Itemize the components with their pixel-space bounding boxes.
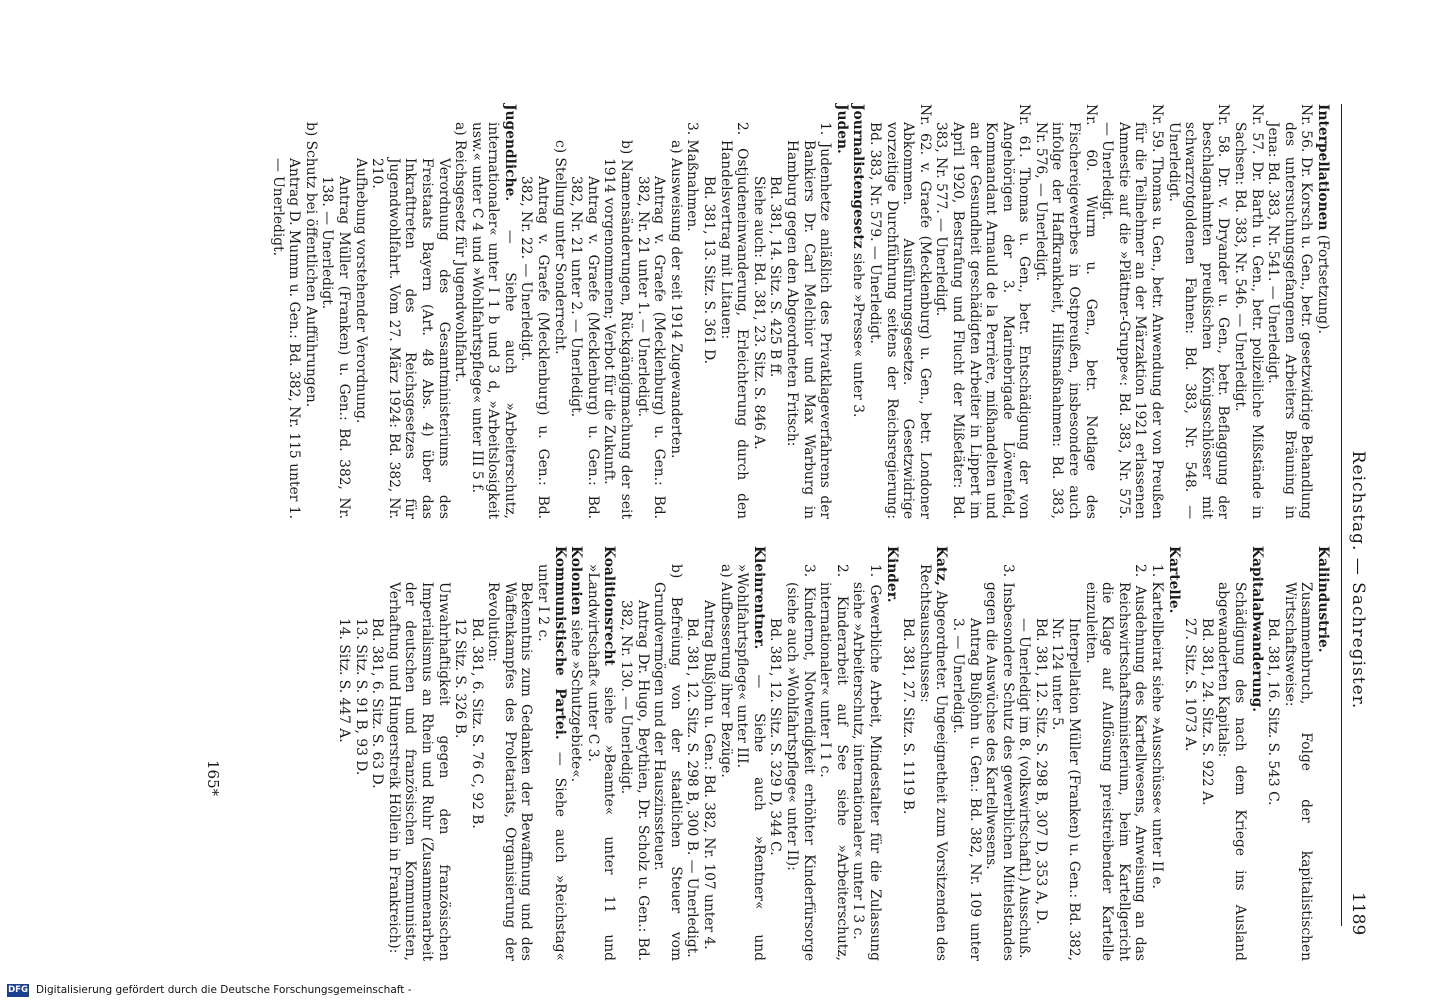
entry-text: Bekenntnis zum Gedanken der Bewaffnung und des Waffenkampfes des Proletariats, Organisierung der Revolution: [485,582,535,961]
register-entry [1215,582,1248,961]
register-entry [700,176,717,519]
register-entry [866,104,933,519]
entry-keyword: Kolonien [568,546,585,616]
register-entry [1265,618,1282,961]
register-entry [700,600,717,961]
register-entry [518,176,551,519]
register-entry [1281,582,1314,961]
register-entry [717,564,734,961]
entry-text: Siehe auch: Bd. 381, 23. Sitz. S. 846 A. [750,176,767,450]
register-entry [1182,618,1199,961]
entry-text: 1. Kartellbeirat siehe »Ausschüsse« unter II e. [1149,564,1166,889]
register-entry-heading [1165,546,1182,961]
entry-text: a) Reichsgesetz für Jugendwohlfahrt. [452,122,469,383]
entry-text: 3. Maßnahmen. [684,122,701,232]
entry-text: Bd. 381, 14. Sitz. S. 425 B ff. [767,176,784,378]
register-entry [601,140,635,519]
entry-text: Nr. 56. Dr. Korsch u. Gen., betr. gesetzwidrige Behandlung des untersuchungsgefangenen Arbeiters Bräuning in Jena: Bd. 383, Nr. 541. — Unerledigt. [1265,104,1315,519]
register-entry [551,140,568,519]
register-entry [1082,564,1149,961]
register-entry [750,176,767,519]
entry-keyword: Kinder. [883,546,900,603]
register-entry [369,158,452,519]
register-entry [369,618,386,961]
entry-text: Bd. 381, 16. Sitz. S. 543 C. [1265,618,1282,806]
running-head-title: Reichstag. — Sachregister. [1348,450,1368,710]
register-entry [949,618,982,961]
footer-page-mark: 165* [204,760,222,797]
register-entry [850,564,883,961]
register-entry [1165,104,1232,519]
entry-text: Nr. 62. v. Graefe (Mecklenburg) u. Gen., betr. Londoner Abkommen. Ausführungsgesetze. Gesetzwidrige vorzeitige Durchführung seitens der Reichsregierung: Bd. 383, Nr. 579. — Unerledigt. [866,104,933,519]
register-entry-heading [1314,546,1331,961]
entry-text: 2. Ausdehnung des Kartellwesens, Anweisung an das Reichswirtschaftsministerium, beim Kartellgericht die Klage auf Auflösung preistreibender Kartelle einzuleiten. [1082,564,1149,961]
entry-keyword: Kommunistische Partei. [551,546,568,740]
register-entry [468,618,485,961]
register-entry [1198,618,1215,961]
digitization-credit: Digitalisierung gefördert durch die Deutsche Forschungsgemeinschaft - [36,984,412,996]
entry-text: b) Befreiung von der staatlichen Steuer vom Grundvermögen und der Hauszinssteuer. [651,564,684,961]
entry-text: 13. Sitz. S. 91 B, 93 D. [352,618,369,776]
entry-keyword: Kaliindustrie. [1315,546,1331,653]
entry-text: Nr. 61. Thomas u. Gen., betr. Entschädigung der von Angehörigen der 3. Marinebrigade Löwenfeld, Kommandant Arnauld de la Perrière, mißhandelten und an der Gesundheit geschädigten Arbeiter in Lippert im April 1920, Bestrafung und Flucht der Mißetäter: Bd. 383, Nr. 577. — Unerledigt. [933,104,1033,519]
entry-text: 3. Insbesondere Schutz des gewerblichen Mittelstandes gegen die Auswüchse des Kartellwesens. [983,564,1016,961]
entry-text: Unwahrhaftigkeit gegen den französischen Imperialismus an Rhein und Ruhr (Zusammenarbeit der deutschen und französischen Kommunisten, Verhaftung und Hungerstreik Höllein in Frankreich): [385,582,452,961]
entry-keyword: Juden. [833,104,850,154]
register-entry [817,564,850,961]
entry-keyword: Kapitalabwanderung. [1248,546,1265,713]
entry-text: Antrag v. Graefe (Mecklenburg) u. Gen.: Bd. 382, Nr. 22. — Unerledigt. [518,176,552,519]
entry-text: Schädigung des nach dem Kriege ins Ausland abgewanderten Kapitals: [1215,582,1249,961]
entry-text: b) Namensänderungen, Rückgängigmachung der seit 1914 vorgenommenen; Verbot für die Zukunft. [601,140,635,519]
entry-text: siehe »Beamte« unter 11 und »Landwirtschaft« unter C 3. [584,564,618,961]
register-entry [452,618,469,961]
entry-text: Antrag Dr. Hugo, Beythien, Dr. Scholz u. Gen.: Bd. 382, Nr. 130. — Unerledigt. [618,600,651,961]
entry-text: Aufhebung vorstehender Verordnung. [352,158,369,424]
entry-text: Antrag Müller (Franken) u. Gen.: Bd. 382, Nr. 138. — Unerledigt. [319,176,352,519]
register-entry-heading [535,546,568,961]
register-entry [452,122,469,519]
register-entry [933,104,1033,519]
register-entry [651,564,684,961]
entry-text: Antrag Bußjohn u. Gen.: Bd. 382, Nr. 109 unter 3. — Unerledigt. [949,618,983,961]
entry-text: Verordnung des Gesamtministeriums des Freistaats Bayern (Art. 48 Abs. 4) über das Inkrafttreten des Reichsgesetzes für Jugendwohlfahrt. Vom 27. März 1924: Bd. 382, Nr. 210. [369,158,452,519]
entry-keyword: Koalitionsrecht [601,546,618,666]
register-entry [269,158,302,519]
entry-text: 2. Kinderarbeit auf See siehe »Arbeiterschutz, internationaler« unter I 1 c. [817,564,850,961]
register-entry [983,564,1016,961]
entry-text: 12 Sitz. S. 326 B. [452,618,469,739]
register-entry [1016,618,1033,961]
register-entry [319,176,352,519]
entry-text: Bd. 381, 24. Sitz. S. 922 A. [1198,618,1215,806]
entry-text: Antrag D. Mumm u. Gen.: Bd. 382, Nr. 115 unter 1. — Unerledigt. [269,158,303,519]
entry-keyword: Jugendliche. [501,104,518,202]
entry-text: Nr. 57. Dr. Barth u. Gen., betr. polizeiliche Mißstände in Sachsen: Bd. 383, Nr. 546. — Unerledigt. [1232,104,1265,519]
header-rule [1341,104,1342,926]
register-entry [1265,104,1315,519]
register-entry [783,564,817,961]
register-entry-heading [568,546,585,961]
register-entry [385,582,451,961]
register-entry [783,122,834,519]
entry-text: Bd. 381, 6. Sitz. S. 76 C, 92 B. [468,618,485,829]
entry-text: 1. Judenhetze anläßlich des Privatklageverfahrens der Bankiers Dr. Carl Melchior und Max Warburg in Hamburg gegen den Abgeordneten Fritsch: [784,122,834,519]
entry-text: a) Aufbesserung ihrer Bezüge. [717,564,734,778]
register-entry-heading [1314,104,1331,519]
entry-text: — Siehe auch »Reichstag« unter I 2 c. [535,564,568,961]
entry-text: 14. Sitz. S. 447 A. [335,618,352,743]
entry-text: — Siehe auch »Arbeiterschutz, internationaler« unter I 1 b und 3 d, »Arbeitslosigkeit usw.« unter C 4 und »Wohlfahrtspflege« unter III 5 f. [468,122,518,519]
register-entry [352,158,369,519]
entry-text: Zusammenbruch, Folge der kapitalistischen Wirtschaftsweise: [1281,582,1315,961]
register-entry [617,600,650,961]
page-number: 1189 [1348,892,1368,936]
entry-text: Bd. 381, 12. Sitz. S. 298 B, 307 D, 353 A, D. [1032,618,1049,925]
register-entry-heading [883,546,900,961]
entry-text: 3. Kindernot, Notwendigkeit erhöhter Kinderfürsorge (siehe auch »Wohlfahrtspflege« unter II): [784,564,817,961]
entry-text: — Siehe auch »Rentner« und »Wohlfahrtspflege« unter III. [734,564,767,961]
register-entry [684,618,701,961]
entry-keyword: Kartelle. [1165,546,1182,614]
register-entry [352,618,369,961]
entry-text: 2. Ostjudeneinwanderung, Erleichterung durch den Handelsvertrag mit Litauen: [717,122,751,519]
register-entry [1049,618,1082,961]
entry-text: siehe »Schutzgebiete«. [568,615,585,783]
register-entry [485,582,535,961]
entry-text: Bd. 381, 12. Sitz. S. 298 B, 300 B. — Unerledigt. [684,618,701,958]
entry-text: Antrag v. Graefe (Mecklenburg) u. Gen.: Bd. 382, Nr. 21 unter 1. — Unerledigt. [634,176,668,519]
register-entry [1032,618,1049,961]
register-entry [1148,564,1166,961]
register-entry [667,140,684,519]
entry-text: b) Schutz bei öffentlichen Aufführungen. [302,122,319,408]
entry-text: a) Ausweisung der seit 1914 Zugewanderten. [667,140,684,459]
register-entry [1099,104,1166,519]
register-entry [1032,104,1099,519]
register-entry [634,176,667,519]
entry-text: siehe »Presse« unter 3. [850,248,867,418]
entry-text: Abgeordneter. Ungeeignetheit zum Vorsitzenden des Rechtsausschusses: [916,564,950,961]
entry-keyword: Interpellationen [1315,104,1331,231]
entry-text: (Fortsetzung). [1315,230,1331,334]
entry-text: Interpellation Müller (Franken) u. Gen.: Bd. 382, Nr. 124 unter 5. [1049,618,1083,961]
register-entry-heading [1248,546,1265,961]
entry-text: 1. Gewerbliche Arbeit, Mindestalter für die Zulassung siehe »Arbeiterschutz, internationaler« unter I 3 c. [850,564,883,961]
entry-text: Nr. 59. Thomas u. Gen., betr. Anwendung der von Preußen für die Teilnehmer an der Märzaktion 1921 erlassenen Amnestie auf die »Plättner-Gruppe«: Bd. 383, Nr. 575. — Unerledigt. [1099,104,1166,519]
entry-text: Antrag Bußjohn u. Gen.: Bd. 382, Nr. 107 unter 4. [701,600,718,950]
entry-keyword: Journalistengesetz [850,104,867,249]
dfg-logo-icon: DFG [8,985,28,995]
register-entry-heading [833,104,850,519]
entry-text: Nr. 60. Wurm u. Gen., betr. Notlage des Fischereigewerbes in Ostpreußen, insbesondere auch infolge der Haffkrankheit, Hilfsmaßnahmen: Bd. 383, Nr. 576, — Unerledigt. [1032,104,1099,519]
entry-keyword: Katz, [933,546,950,586]
register-entry [684,122,701,519]
entry-text: c) Stellung unter Sonderrecht. [551,140,568,355]
entry-text: Bd. 381, 27. Sitz. S. 1119 B. [900,618,917,815]
register-entry [1231,104,1265,519]
entry-text: Antrag v. Graefe (Mecklenburg) u. Gen.: Bd. 382, Nr. 21 unter 2. — Unerledigt. [568,176,601,519]
entry-text: Bd. 381, 6. Sitz. S. 63 D. [369,618,386,789]
entry-keyword: Kleinrentner. [750,546,767,650]
register-entry [767,176,784,519]
register-entry [717,122,751,519]
right-column [335,546,1331,961]
left-column [269,104,1331,519]
register-entry [302,122,319,519]
register-entry-heading [850,104,867,519]
register-entry-heading [734,546,767,961]
entry-text: Bd. 381, 12. Sitz. S. 329 D, 344 C. [767,618,784,856]
entry-text: Bd. 381, 13. Sitz. S. 361 D. [701,176,718,365]
entry-text: Nr. 58. Dr. v. Dryander u. Gen., betr. Beflaggung der beschlagnahmten preußischen Königsschlösser mit schwarzrotgoldenen Fahnen: Bd. 383, Nr. 548. — Unerledigt. [1165,104,1232,519]
register-entry-heading [916,546,950,961]
register-entry [335,618,352,961]
register-entry [568,176,601,519]
register-entry [900,618,917,961]
entry-text: — Unerledigt im 8. (volkswirtschaftl.) Ausschuß. [1016,618,1033,959]
register-entry [767,618,784,961]
register-entry-heading [584,546,618,961]
register-entry-heading [468,104,518,519]
entry-text: 27. Sitz. S. 1073 A. [1182,618,1199,752]
